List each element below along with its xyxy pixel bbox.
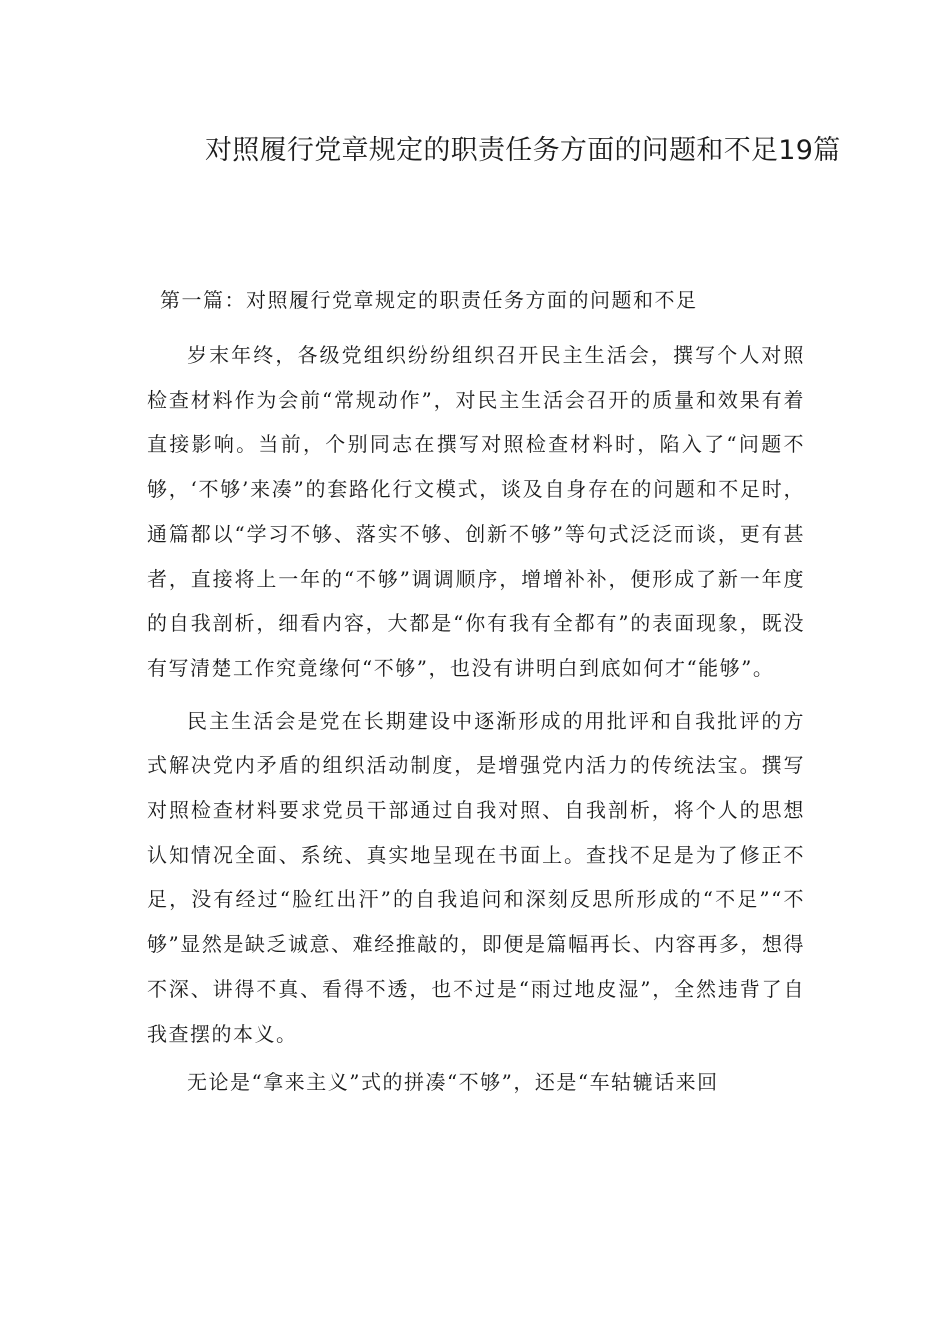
- paragraph-3: 无论是“拿来主义”式的拼凑“不够”，还是“车轱辘话来回: [187, 1070, 719, 1095]
- section-heading: 第一篇：对照履行党章规定的职责任务方面的问题和不足: [160, 288, 698, 312]
- document-title: 对照履行党章规定的职责任务方面的问题和不足19篇: [205, 135, 841, 166]
- paragraph-2: 民主生活会是党在长期建设中逐渐形成的用批评和自我批评的方式解决党内矛盾的组织活动制度，是增强党内活力的传统法宝。撰写对照检查材料要求党员干部通过自我对照、自我剖析，将个人的思想认知情况全面、系统、真实地呈现在书面上。查找不足是为了修正不足，没有经过“脸红出汗”的自我追问和深刻反思所形成的“不足”“不够”显然是缺乏诚意、难经推敲的，即便是篇幅再长、内容再多，想得不深、讲得不真、看得不透，也不过是“雨过地皮湿”，全然违背了自我查摆的本义。: [147, 708, 805, 1046]
- document-body: [147, 333, 805, 1109]
- paragraph-1: 岁末年终，各级党组织纷纷组织召开民主生活会，撰写个人对照检查材料作为会前“常规动作”，对民主生活会召开的质量和效果有着直接影响。当前，个别同志在撰写对照检查材料时，陷入了“问题不够，‘不够’来凑”的套路化行文模式，谈及自身存在的问题和不足时，通篇都以“学习不够、落实不够、创新不够”等句式泛泛而谈，更有甚者，直接将上一年的“不够”调调顺序，增增补补，便形成了新一年度的自我剖析，细看内容，大都是“你有我有全都有”的表面现象，既没有写清楚工作究竟缘何“不够”，也没有讲明白到底如何才“能够”。: [147, 343, 805, 680]
